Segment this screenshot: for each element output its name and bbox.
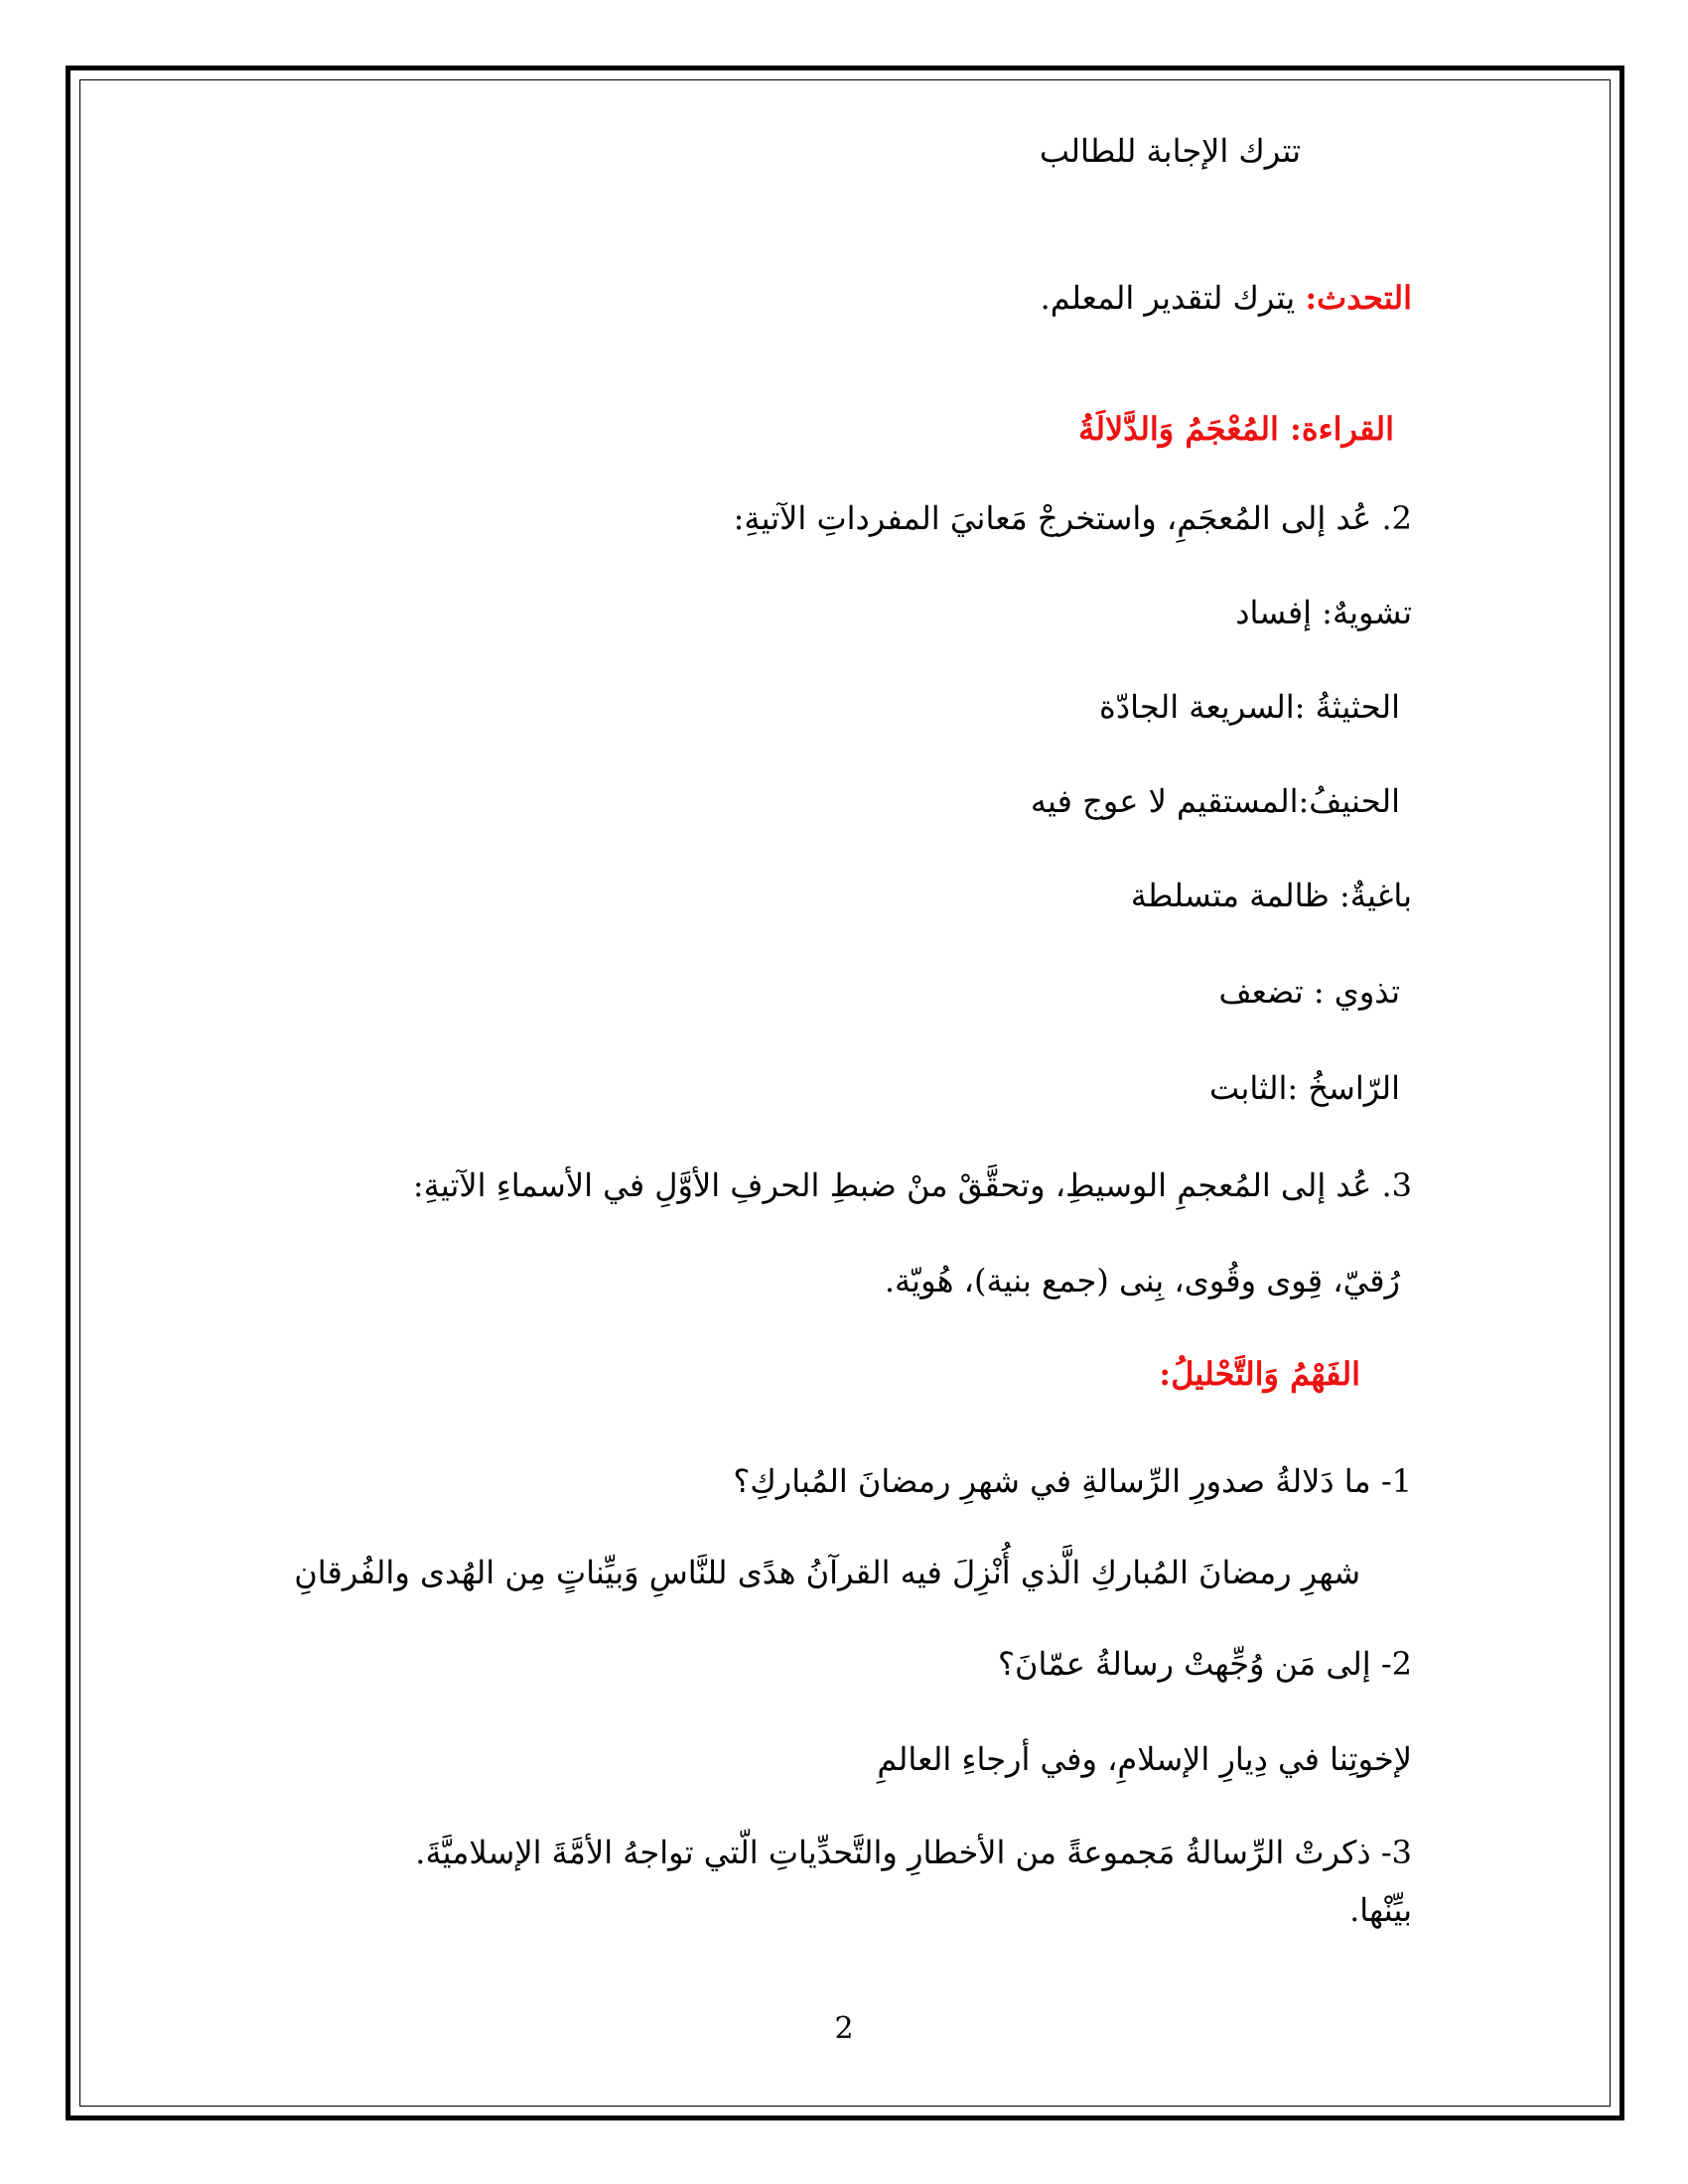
speaking-heading: التحدث: [1305, 279, 1412, 317]
comprehension-heading: الفَهْمُ وَالتَّحْليلُ: [1159, 1355, 1360, 1393]
comprehension-question-3: 3- ذكرتْ الرِّسالةُ مَجموعةً من الأخطارِ والتَّحدِّياتِ الّتي تواجهُ الأمَّةَ الإسلاميَّةَ. [415, 1834, 1412, 1871]
speaking-section-line [1041, 276, 1412, 320]
speaking-text: يترك لتقدير المعلم. [1040, 279, 1306, 317]
names-answer-line: رُقيّ، قِوى وقُوى، بِنى (جمع بنية)، هُويّة. [884, 1262, 1400, 1299]
vocab-item-5: تذوي : تضعف [1218, 973, 1400, 1011]
vocab-item-4: باغيةٌ: ظالمة متسلطة [1130, 877, 1412, 914]
reading-heading: القراءة: المُعْجَمُ وَالدَّلالَةُ [1078, 410, 1394, 448]
comprehension-question-2: 2- إلى مَن وُجِّهتْ رسالةُ عمّانَ؟ [998, 1645, 1412, 1683]
comprehension-answer-2: لإخوتِنا في دِيارِ الإسلامِ، وفي أرجاءِ العالمِ [877, 1740, 1412, 1778]
vocab-item-3: الحنيفُ:المستقيم لا عوج فيه [1030, 782, 1400, 820]
comprehension-question-1: 1- ما دَلالةُ صدورِ الرِّسالةِ في شهرِ رمضانَ المُباركِ؟ [733, 1462, 1412, 1500]
question-2-line: 2. عُد إلى المُعجَمِ، واستخرجْ مَعانيَ المفرداتِ الآتيةِ: [733, 499, 1412, 537]
answer-note-line: تترك الإجابة للطالب [1039, 132, 1301, 170]
page-number: 2 [834, 2011, 854, 2046]
question-3-line: 3. عُد إلى المُعجمِ الوسيطِ، وتحقَّقْ منْ ضبطِ الحرفِ الأوَّلِ في الأسماءِ الآتيةِ: [412, 1166, 1412, 1204]
vocab-item-6: الرّاسخُ :الثابت [1209, 1069, 1400, 1107]
comprehension-question-3-cont: بيِّنْها. [1349, 1891, 1412, 1929]
vocab-item-1: تشويهٌ: إفساد [1235, 594, 1412, 631]
comprehension-answer-1: شهرِ رمضانَ المُباركِ الَّذي أُنْزِلَ فيه القرآنُ هدًى للنَّاسِ وَبيِّناتٍ مِن الهُدى والفُرقانِ [294, 1554, 1360, 1591]
vocab-item-2: الحثيثةُ :السريعة الجادّة [1099, 688, 1400, 726]
